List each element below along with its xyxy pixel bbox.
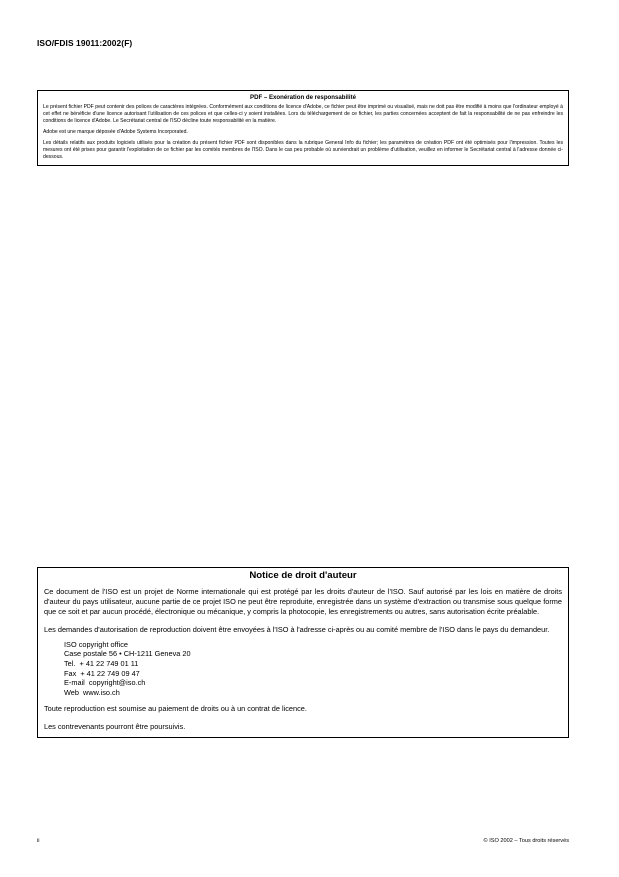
page-number: ii [37,838,40,844]
footer-copyright: © ISO 2002 – Tous droits réservés [483,838,569,844]
address-line-fax: Fax + 41 22 749 09 47 [64,668,140,678]
address-line-postal: Case postale 56 • CH-1211 Geneva 20 [64,649,191,659]
copyright-notice-box [37,567,569,738]
copyright-paragraph-2: Les demandes d'autorisation de reproduction doivent être envoyées à l'ISO à l'adresse ci-après ou au comité membre de l'ISO dans le pays du demandeur. [44,624,550,634]
pdf-disclaimer-box [37,90,569,166]
copyright-notice-title: Notice de droit d'auteur [249,570,357,581]
pdf-disclaimer-paragraph-2: Adobe est une marque déposée d'Adobe Systems Incorporated. [43,129,188,136]
iso-address-block [64,640,562,698]
address-line-office: ISO copyright office [64,639,128,649]
address-line-web: Web www.iso.ch [64,687,120,697]
address-line-email: E-mail copyright@iso.ch [64,678,146,688]
copyright-paragraph-1: Ce document de l'ISO est un projet de Norme internationale qui est protégé par les droits d'auteur de l'ISO. Sauf autorisé par les lois en matière de droits d'auteur du pays utilisateur, aucune partie de ce projet ISO ne peut être reproduite, enregistrée dans un système d'extraction ou transmise sous quelque forme que ce soit et par aucun procédé, électronique ou mécanique, y compris la photocopie, les enregistrements ou autres, sans autorisation écrite préalable. [44,587,562,617]
address-line-tel: Tel. + 41 22 749 01 11 [64,659,139,668]
document-id: ISO/FDIS 19011:2002(F) [37,38,133,48]
pdf-disclaimer-paragraph-1: Le présent fichier PDF peut contenir des polices de caractères intégrées. Conformément aux conditions de licence d'Adobe, ce fichier peut être imprimé ou visualisé, mais ne doit pas être modifié à moins que l'ordinateur employé à cet effet ne bénéficie d'une licence autorisant l'utilisation de ces polices et que celles-ci y soient installées. Lors du téléchargement de ce fichier, les parties concernées acceptent de fait la responsabilité de ne pas enfreindre les conditions de licence d'Adobe. Le Secrétariat central de l'ISO décline toute responsabilité en la matière. [43,104,563,125]
copyright-paragraph-4: Les contrevenants pourront être poursuivis. [44,721,186,731]
copyright-paragraph-3: Toute reproduction est soumise au paiement de droits ou à un contrat de licence. [44,704,307,714]
pdf-disclaimer-title: PDF – Exonération de responsabilité [250,94,356,101]
pdf-disclaimer-paragraph-3: Les détails relatifs aux produits logiciels utilisés pour la création du présent fichier PDF sont disponibles dans la rubrique General Info du fichier; les paramètres de création PDF ont été optimisés pour l'impression. Toutes les mesures ont été prises pour garantir l'exploitation de ce fichier par les comités membres de l'ISO. Dans le cas peu probable où surviendrait un problème d'utilisation, veuillez en informer le Secrétariat central à l'adresse donnée ci-dessous. [43,139,563,161]
